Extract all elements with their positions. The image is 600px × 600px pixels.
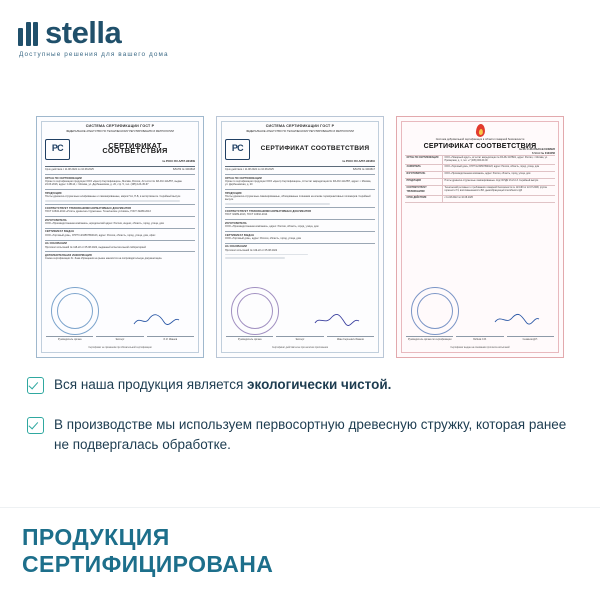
cert1-serial-value: № 3494618 xyxy=(181,168,195,172)
cert1-sec2-label: СООТВЕТСТВУЕТ ТРЕБОВАНИЯМ НОРМАТИВНЫХ ДОКУМЕНТОВ xyxy=(45,206,132,210)
cert3-row5-value: с 11.08.2022 по 10.08.2025 xyxy=(444,197,473,199)
cert1-sec5-label: НА ОСНОВАНИИ xyxy=(45,242,67,246)
cert1-sec3-text: ООО «Производственная компания», юридический адрес: Россия, индекс, область, город, улица, дом xyxy=(45,221,164,225)
cert3-rows xyxy=(405,155,555,203)
cert3-row3-key: ПРОДУКЦИЯ xyxy=(405,179,443,185)
cert2-sec1-text: Плиты древесно-стружечные ламинированные, облицованные плёнками на основе термореактивных полимеров. Серийный выпуск. xyxy=(225,195,371,202)
signature-icon xyxy=(133,313,181,327)
cert3-row5-key: СРОК ДЕЙСТВИЯ xyxy=(405,196,443,202)
cert2-title: СЕРТИФИКАТ СООТВЕТСТВИЯ xyxy=(260,144,370,152)
certificate-gost-1 xyxy=(36,116,204,358)
cert3-reg-number: № RU C-RU.ПБ01.В.01396/22 xyxy=(518,148,555,151)
cert1-title: СЕРТИФИКАТ СООТВЕТСТВИЯ xyxy=(102,140,168,156)
divider xyxy=(45,189,195,190)
official-stamp-icon xyxy=(51,287,99,335)
cert1-sec0-text: Орган по сертификации продукции ООО «Центр Сертификации», Москва, Россия, Аттестат № RA.RU.11АЛ57, выдан 24.03.2016, адрес: 115114, г. Москва, ул. Дербеневская, д. 20, стр. 5, тел. (495) 123-45-67 xyxy=(45,180,182,187)
cert2-sec4-label: СЕРТИФИКАТ ВЫДАН xyxy=(225,233,255,237)
cert3-row0-key: ОРГАН ПО СЕРТИФИКАЦИИ xyxy=(405,156,443,164)
cert3-sign-label-0: Руководитель органа по сертификации xyxy=(407,337,452,341)
brand-row xyxy=(18,15,318,50)
signature-icon xyxy=(313,313,361,327)
cert2-sec2-text: ГОСТ 32289-2013, ГОСТ 10632-2014 xyxy=(225,213,268,217)
cert1-sec6-text: Схема сертификации 3с. Знак обращения на рынке наносится на сопроводительную документацию. xyxy=(45,257,163,261)
benefits-list xyxy=(27,375,575,475)
footer-line-1: ПРОДУКЦИЯ xyxy=(22,524,170,550)
cert2-serial-value: № 3494617 xyxy=(361,168,375,172)
cert3-row1-key: ЗАЯВИТЕЛЬ xyxy=(405,165,443,171)
certificates-row xyxy=(0,116,600,358)
divider xyxy=(225,166,375,167)
cert2-validity xyxy=(225,168,375,171)
cert3-sign-name-0: Бобков С.В. xyxy=(456,336,503,341)
cert3-serial-label: БЛАНК xyxy=(532,151,541,155)
cert2-sign-name-0: Иван Сергеевич Иванов xyxy=(327,336,374,341)
check-icon xyxy=(27,417,44,434)
cert2-sec5-text: Протокол испытаний № 119-22 от 05.08.2022 xyxy=(225,248,278,252)
cert1-system-line1: СИСТЕМА СЕРТИФИКАЦИИ ГОСТ Р xyxy=(85,124,155,128)
cert2-sec5-label: НА ОСНОВАНИИ xyxy=(225,245,247,249)
brand-header xyxy=(18,15,318,58)
cert2-sec0-text: Орган по сертификации продукции ООО «Центр Сертификации», Аттестат аккредитации № RA.RU.11АЛ57, адрес: г. Москва, ул. Дербеневская, д. 20 xyxy=(225,180,372,187)
cert3-serial-value: № 0123456 xyxy=(541,151,555,155)
table-row xyxy=(405,196,555,203)
check-icon xyxy=(27,377,44,394)
cert1-sec1-text: Плиты древесно-стружечные шлифованные и ламинированные, марок П-А, П-Б, в ассортименте. Серийный выпуск. xyxy=(45,195,181,199)
gost-logo-icon: РС xyxy=(225,139,250,160)
cert1-blank-label: Срок действия с xyxy=(45,168,65,172)
cert1-serial-label: БЛАНК xyxy=(172,168,182,172)
cert1-sec0-label: ОРГАН ПО СЕРТИФИКАЦИИ xyxy=(45,176,82,180)
certificate-gost-2 xyxy=(216,116,384,358)
divider xyxy=(45,240,195,241)
stella-logo-icon xyxy=(18,20,38,46)
list-item xyxy=(27,375,575,395)
cert2-sec3-text: ООО «Производственная компания», адрес: Россия, область, город, улица, дом xyxy=(225,225,319,229)
cert1-validity xyxy=(45,168,195,171)
divider xyxy=(45,228,195,229)
cert2-sign-label-0: Руководитель органа xyxy=(226,336,273,341)
cert1-sec3-label: ИЗГОТОВИТЕЛЬ xyxy=(45,218,67,222)
cert3-row4-value: Технический регламент о требованиях пожарной безопасности № 123-ФЗ от 22.07.2008, группа горючести Г4, воспламеняемости В3, дымообразующей способности Д3 xyxy=(444,187,547,193)
cert1-title-row xyxy=(45,139,195,160)
bullet-eco-text xyxy=(54,375,391,395)
cert1-sign-label-0: Руководитель органа xyxy=(46,336,93,341)
footer-line-2: СЕРТИФИЦИРОВАНА xyxy=(22,551,274,577)
cert2-sec4-text: ООО «Торговый дом», адрес: Россия, область, город, улица, дом xyxy=(225,237,301,241)
cert1-reg-number: № РОСС RU.АЛ57.Н01809 xyxy=(162,159,195,163)
cert2-reg-label xyxy=(225,160,375,164)
cert1-footer: Сертификат не применим при обязательной сертификации xyxy=(88,346,152,349)
table-row xyxy=(405,165,555,172)
divider xyxy=(225,219,375,220)
flame-icon xyxy=(475,124,485,137)
bullet-production-text: В производстве мы используем первосортную древесную стружку, которая ранее не подвергалась обработке. xyxy=(54,417,567,452)
divider xyxy=(45,251,195,252)
cert3-row3-value: Плиты древесно-стружечные ламинированные. Код ОКПД2 16.21.13. Серийный выпуск. xyxy=(444,180,539,183)
divider xyxy=(225,189,375,190)
cert2-sec1-label: ПРОДУКЦИЯ xyxy=(225,191,242,195)
divider xyxy=(45,166,195,167)
cert1-sec5-text: Протокол испытаний № 118-22 от 05.08.2022, выданный испытательной лабораторией xyxy=(45,245,146,249)
cert1-sec2-text: ГОСТ 10632-2014 «Плиты древесно-стружечные. Технические условия», ГОСТ 32289-2013 xyxy=(45,210,151,214)
bullet-eco-text-bold: экологически чистой. xyxy=(247,377,392,392)
cert1-signature-row xyxy=(46,336,194,341)
table-row xyxy=(405,156,555,165)
cert2-serial-label: БЛАНК xyxy=(352,168,362,172)
cert2-reg-number: № РОСС RU.АЛ57.Н01810 xyxy=(342,159,375,163)
official-stamp-icon xyxy=(231,287,279,335)
cert1-sec4-text: ООО «Торговый дом», ОГРН 1234567890123, адрес: Россия, область, город, улица, дом, офис xyxy=(45,233,156,237)
cert1-sec4-label: СЕРТИФИКАТ ВЫДАН xyxy=(45,230,75,234)
cert1-blank-value: 11.08.2022 xyxy=(64,168,78,172)
cert1-blank-to-value: 10.08.2025 xyxy=(81,168,94,172)
cert2-sec3-label: ИЗГОТОВИТЕЛЬ xyxy=(225,221,247,225)
cert2-system-line2: ФЕДЕРАЛЬНОЕ АГЕНТСТВО ПО ТЕХНИЧЕСКОМУ РЕГУЛИРОВАНИЮ И МЕТРОЛОГИИ xyxy=(246,130,354,133)
cert1-sign-label-1: Эксперт xyxy=(96,336,143,341)
cert3-footer: Сертификат выдан на основании протокола испытаний xyxy=(450,346,510,349)
cert3-row4-key: СООТВЕТСТВУЕТ ТРЕБОВАНИЯМ xyxy=(405,186,443,195)
cert3-sign-name-1: Семёнов Д.Н. xyxy=(507,336,554,341)
cert2-sec2-label: СООТВЕТСТВУЕТ ТРЕБОВАНИЯМ НОРМАТИВНЫХ ДОКУМЕНТОВ xyxy=(225,210,312,214)
official-stamp-icon xyxy=(411,287,459,335)
cert3-title: СЕРТИФИКАТ СООТВЕТСТВИЯ xyxy=(423,142,537,150)
cert2-signature-row xyxy=(226,336,374,341)
cert2-system-line1: СИСТЕМА СЕРТИФИКАЦИИ ГОСТ Р xyxy=(265,124,335,128)
signature-icon xyxy=(493,313,541,327)
cert1-reg-label xyxy=(45,160,195,164)
divider xyxy=(45,204,195,205)
cert3-row1-value: ООО «Торговый дом», ОГРН 1234567890123, адрес: Россия, область, город, улица, дом xyxy=(444,166,540,169)
cert2-blank-value: 11.08.2022 xyxy=(244,168,258,172)
divider xyxy=(45,216,195,217)
cert3-signature-row xyxy=(406,336,554,341)
cert1-system-line2: ФЕДЕРАЛЬНОЕ АГЕНТСТВО ПО ТЕХНИЧЕСКОМУ РЕГУЛИРОВАНИЮ И МЕТРОЛОГИИ xyxy=(66,130,174,133)
cert3-row2-key: ИЗГОТОВИТЕЛЬ xyxy=(405,172,443,178)
table-row xyxy=(405,179,555,186)
cert2-blank-to: по xyxy=(257,168,261,172)
cert2-title-row xyxy=(225,139,375,160)
cert1-sign-name-0: И.И. Иванов xyxy=(147,336,194,341)
brand-tagline: Доступные решения для вашего дома xyxy=(19,51,169,58)
cert3-system-line1: Система добровольной сертификации в области пожарной безопасности xyxy=(435,138,525,141)
cert2-footer: Сертификат действителен при наличии приложения xyxy=(271,346,329,349)
divider xyxy=(45,174,195,175)
table-row xyxy=(405,186,555,196)
brand-name: stella xyxy=(45,15,122,50)
cert3-row2-value: ООО «Производственная компания», адрес: Россия, область, город, улица, дом xyxy=(444,173,531,176)
divider xyxy=(225,174,375,175)
cert1-sec6-label: ДОПОЛНИТЕЛЬНАЯ ИНФОРМАЦИЯ xyxy=(45,253,92,257)
divider xyxy=(225,207,375,208)
cert2-sec0-label: ОРГАН ПО СЕРТИФИКАЦИИ xyxy=(225,176,262,180)
cert2-sign-label-1: Эксперт xyxy=(276,336,323,341)
divider xyxy=(225,243,375,244)
bullet-eco-text-before: Вся наша продукция является xyxy=(54,377,248,392)
cert1-sec1-label: ПРОДУКЦИЯ xyxy=(45,191,62,195)
cert3-row0-value: ООО «Пожарный аудит», аттестат аккредитации № RA.RU.11ПБ01, адрес: Россия, г. Москва, ул. Примерная, д. 1, тел. +7 (495) 000-00-00 xyxy=(444,157,548,163)
cert1-blank-to: по xyxy=(77,168,81,172)
footer-heading xyxy=(22,524,273,578)
page-footer xyxy=(0,507,600,600)
divider xyxy=(225,231,375,232)
certificate-fire-safety xyxy=(396,116,564,358)
cert2-blank-to-value: 10.08.2025 xyxy=(261,168,274,172)
table-row xyxy=(405,172,555,179)
gost-logo-icon: РС xyxy=(45,139,70,160)
list-item xyxy=(27,415,575,455)
cert2-blank-label: Срок действия с xyxy=(225,168,245,172)
